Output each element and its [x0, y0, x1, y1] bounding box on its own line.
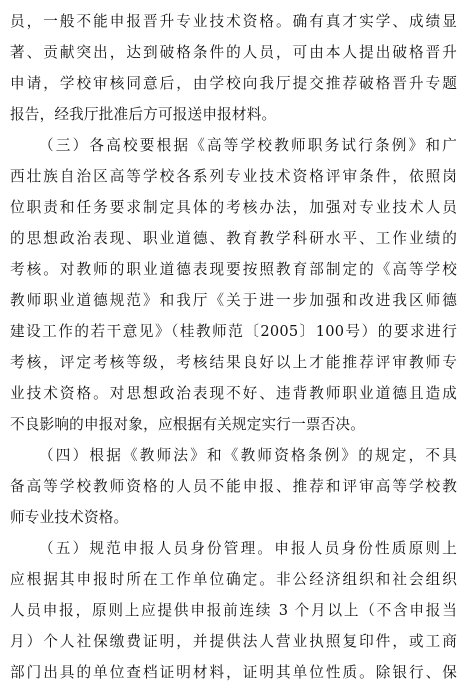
paragraph-line: （四）根据《教师法》和《教师资格条例》的规定，不具	[39, 447, 457, 464]
paragraph-line: 人员申报，原则上应提供申报前连续 3 个月以上（不含申报当	[10, 602, 457, 619]
paragraph-line: 报告，经我厅批准后方可报送申报材料。	[10, 106, 277, 123]
paragraph-line: 月）个人社保缴费证明，并提供法人营业执照复印件，或工商	[10, 633, 457, 650]
paragraph-line: 考核。对教师的职业道德表现要按照教育部制定的《高等学校	[10, 261, 457, 278]
paragraph-line: 员，一般不能申报晋升专业技术资格。确有真才实学、成绩显	[10, 13, 457, 30]
paragraph-line: （三）各高校要根据《高等学校教师职务试行条例》和广	[39, 137, 457, 154]
paragraph-line: 西壮族自治区高等学校各系列专业技术资格评审条件，依照岗	[10, 168, 457, 185]
paragraph-line: 建设工作的若干意见》（桂教师范〔2005〕100号）的要求进行	[10, 323, 457, 340]
paragraph-line: 业技术资格。对思想政治表现不好、违背教师职业道德且造成	[10, 385, 457, 402]
paragraph-line: 著、贡献突出，达到破格条件的人员，可由本人提出破格晋升	[10, 44, 457, 61]
paragraph-line: 的思想政治表现、职业道德、教育教学科研水平、工作业绩的	[10, 230, 457, 247]
paragraph-line: 师专业技术资格。	[10, 509, 129, 526]
paragraph-line: 应根据其申报时所在工作单位确定。非公经济组织和社会组织	[10, 571, 457, 588]
paragraph-line: 考核，评定考核等级，考核结果良好以上才能推荐评审教师专	[10, 354, 457, 371]
paragraph-line: 不良影响的申报对象，应根据有关规定实行一票否决。	[10, 416, 366, 433]
paragraph-line: （五）规范申报人员身份管理。申报人员身份性质原则上	[39, 540, 457, 557]
paragraph-line: 部门出具的单位查档证明材料，证明其单位性质。除银行、保	[10, 664, 457, 681]
paragraph-line: 位职责和任务要求制定具体的考核办法，加强对专业技术人员	[10, 199, 457, 216]
paragraph-line: 备高等学校教师资格的人员不能申报、推荐和评审高等学校教	[10, 478, 457, 495]
paragraph-line: 申请，学校审核同意后，由学校向我厅提交推荐破格晋升专题	[10, 75, 457, 92]
paragraph-line: 教师职业道德规范》和我厅《关于进一步加强和改进我区师德	[10, 292, 457, 309]
